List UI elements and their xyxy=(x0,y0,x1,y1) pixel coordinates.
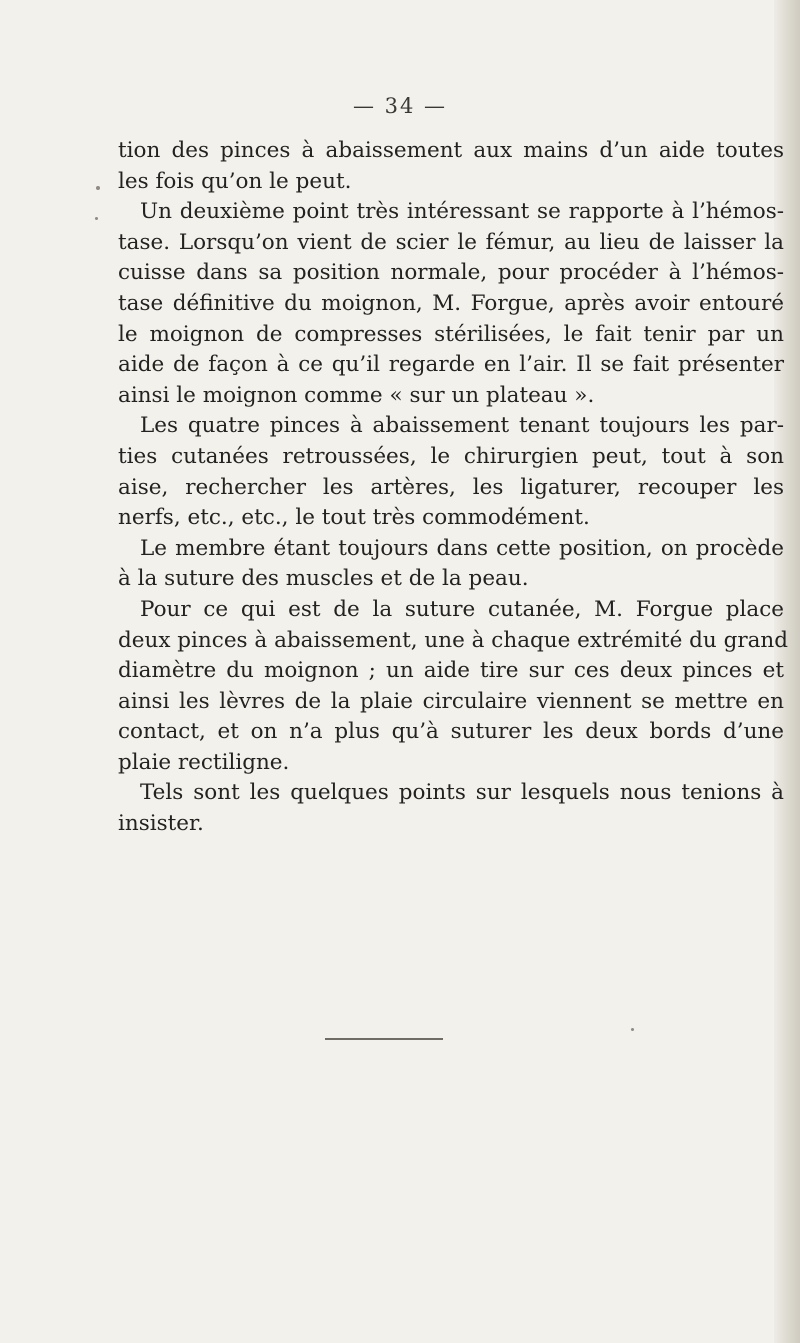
ink-speck xyxy=(95,217,98,220)
text-line: les fois qu’on le peut. xyxy=(118,168,352,194)
text-line: Le membre étant toujours dans cette position, on procède xyxy=(140,535,784,561)
text-line: Les quatre pinces à abaissement tenant toujours les par- xyxy=(140,413,784,439)
ink-speck xyxy=(631,1028,634,1031)
text-line: ties cutanées retroussées, le chirurgien peut, tout à son xyxy=(118,443,784,469)
text-line: le moignon de compresses stérilisées, le fait tenir par un xyxy=(118,321,784,347)
text-line: cuisse dans sa position normale, pour procéder à l’hémos- xyxy=(118,260,784,286)
ink-speck xyxy=(96,186,100,190)
text-line: tase. Lorsqu’on vient de scier le fémur, au lieu de laisser la xyxy=(118,229,784,255)
text-line: tase définitive du moignon, M. Forgue, après avoir entouré xyxy=(118,290,784,316)
text-line: plaie rectiligne. xyxy=(118,749,290,775)
text-line: Un deuxième point très intéressant se rapporte à l’hémos- xyxy=(140,199,784,225)
text-line: tion des pinces à abaissement aux mains d’un aide toutes xyxy=(118,138,784,163)
body-text xyxy=(118,136,789,840)
text-line: aise, rechercher les artères, les ligaturer, recouper les xyxy=(118,474,784,500)
text-line: ainsi le moignon comme « sur un plateau ». xyxy=(118,382,595,408)
text-line: aide de façon à ce qu’il regarde en l’air. Il se fait présenter xyxy=(118,352,784,378)
text-line: à la suture des muscles et de la peau. xyxy=(118,566,529,592)
text-line: deux pinces à abaissement, une à chaque extrémité du grand xyxy=(118,627,789,653)
page-number: — 34 — xyxy=(352,94,448,118)
text-line: contact, et on n’a plus qu’à suturer les deux bords d’une xyxy=(118,719,784,745)
text-line: diamètre du moignon ; un aide tire sur ces deux pinces et xyxy=(118,658,784,684)
text-line: nerfs, etc., etc., le tout très commodément. xyxy=(118,505,590,531)
text-line: insister. xyxy=(118,811,204,837)
text-line: ainsi les lèvres de la plaie circulaire viennent se mettre en xyxy=(118,688,784,714)
text-line: Tels sont les quelques points sur lesquels nous tenions à xyxy=(140,780,784,806)
section-divider xyxy=(325,1038,443,1040)
text-line: Pour ce qui est de la suture cutanée, M. Forgue place xyxy=(140,596,784,622)
